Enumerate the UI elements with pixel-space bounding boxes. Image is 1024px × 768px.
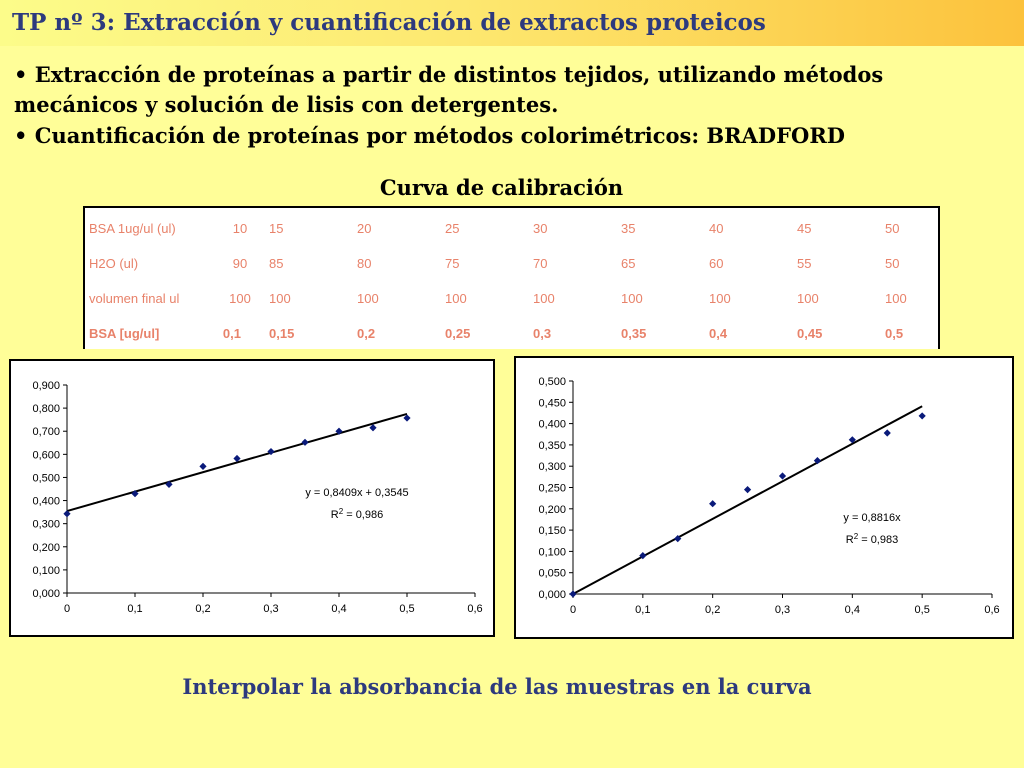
y-tick-label: 0,200 <box>538 503 566 516</box>
y-tick-label: 0,050 <box>538 567 566 580</box>
x-tick-label: 0,3 <box>774 604 791 616</box>
table-row-label: volumen final ul <box>89 291 180 306</box>
x-tick-label: 0,2 <box>195 603 211 615</box>
calibration-table <box>89 211 925 351</box>
table-cell: 0,4 <box>709 326 728 341</box>
table-cell: 25 <box>445 221 460 236</box>
table-cell: 100 <box>269 291 291 306</box>
y-tick-label: 0,250 <box>538 482 566 495</box>
data-point <box>779 472 786 479</box>
table-cell: 45 <box>797 221 812 236</box>
x-tick-label: 0,1 <box>127 603 143 615</box>
corrected-absorbance-chart <box>514 356 1014 639</box>
table-cell: 85 <box>269 256 284 271</box>
table-cell: 70 <box>533 256 548 271</box>
y-tick-label: 0,600 <box>32 449 60 462</box>
y-tick-label: 0,100 <box>538 546 566 559</box>
data-point <box>709 500 716 507</box>
y-tick-label: 0,300 <box>32 518 60 531</box>
table-cell: 60 <box>709 256 724 271</box>
table-cell: 0,15 <box>269 326 295 341</box>
table-cell: 55 <box>797 256 812 271</box>
data-point <box>919 412 926 419</box>
section-title: Curva de calibración <box>379 175 624 200</box>
r-squared-superscript: 2 <box>853 531 859 541</box>
y-tick-label: 0,500 <box>32 472 60 485</box>
x-tick-label: 0,3 <box>263 603 279 615</box>
y-tick-label: 0,300 <box>538 461 566 474</box>
calibration-table-panel <box>83 206 940 349</box>
table-cell: 75 <box>445 256 460 271</box>
y-tick-label: 0,150 <box>538 525 566 538</box>
y-tick-label: 0,000 <box>538 589 566 601</box>
table-cell: 100 <box>621 291 643 306</box>
table-cell: 100 <box>533 291 555 306</box>
y-tick-label: 0,100 <box>32 564 60 577</box>
y-tick-label: 0,400 <box>538 418 566 431</box>
data-point <box>744 486 751 493</box>
r-squared-superscript: 2 <box>338 506 344 516</box>
data-point <box>301 439 308 446</box>
table-cell: 40 <box>709 221 724 236</box>
table-cell: 0,5 <box>885 326 904 341</box>
x-tick-label: 0,1 <box>635 604 651 616</box>
r-squared-prefix: R <box>330 509 339 521</box>
table-cell: 100 <box>445 291 467 306</box>
table-cell: 100 <box>797 291 819 306</box>
x-tick-label: 0,2 <box>705 604 721 616</box>
y-tick-label: 0,000 <box>32 588 60 600</box>
absorbance-chart <box>9 359 495 637</box>
table-row <box>89 246 925 281</box>
y-tick-label: 0,800 <box>32 403 60 416</box>
bullet-extraccion: • Extracción de proteínas a partir de distintos tejidos, utilizando métodos <box>14 62 884 87</box>
table-row <box>89 281 925 316</box>
table-cell: 0,2 <box>357 326 376 341</box>
r-squared-value: = 0,986 <box>343 509 384 521</box>
table-cell: 35 <box>621 221 636 236</box>
title-bar <box>0 0 1024 46</box>
table-cell: 100 <box>709 291 731 306</box>
y-tick-label: 0,450 <box>538 397 566 410</box>
x-tick-label: 0,6 <box>467 603 483 615</box>
table-cell: 100 <box>357 291 379 306</box>
table-cell: 50 <box>885 256 900 271</box>
footer-instruction: Interpolar la absorbancia de las muestras en la curva <box>182 674 812 699</box>
table-cell: 0,3 <box>533 326 552 341</box>
data-point <box>199 463 206 470</box>
slide-title: TP nº 3: Extracción y cuantificación de extractos proteicos <box>12 9 766 36</box>
bullet-extraccion-cont: mecánicos y solución de lisis con detergentes. <box>14 92 559 117</box>
table-cell: 10 <box>232 221 248 236</box>
table-cell: 80 <box>357 256 372 271</box>
table-row-label: BSA [ug/ul] <box>89 326 160 341</box>
table-cell: 90 <box>232 256 248 271</box>
r-squared-label <box>846 532 898 547</box>
table-cell: 0,25 <box>445 326 471 341</box>
absorbance-chart-svg <box>11 361 493 635</box>
trendline-equation: y = 0,8816x <box>843 512 901 524</box>
x-tick-label: 0,5 <box>399 603 415 615</box>
x-tick-label: 0 <box>63 603 71 615</box>
table-cell: 0,35 <box>621 326 647 341</box>
table-cell: 100 <box>229 291 251 306</box>
r-squared-label <box>331 507 383 522</box>
table-cell: 20 <box>357 221 372 236</box>
table-cell: 0,1 <box>222 326 241 341</box>
table-row <box>89 211 925 246</box>
y-tick-label: 0,350 <box>538 439 566 452</box>
x-tick-label: 0,4 <box>844 604 860 616</box>
table-cell: 65 <box>621 256 636 271</box>
y-tick-label: 0,900 <box>32 380 60 392</box>
table-cell: 15 <box>269 221 284 236</box>
table-row <box>89 316 925 351</box>
bullet-cuantificacion: • Cuantificación de proteínas por métodos colorimétricos: BRADFORD <box>14 123 846 148</box>
r-squared-value: = 0,983 <box>858 534 899 546</box>
table-row-label: BSA 1ug/ul (ul) <box>89 221 176 236</box>
data-point <box>569 590 576 597</box>
trendline <box>573 406 922 594</box>
data-point <box>884 429 891 436</box>
table-cell: 100 <box>885 291 907 306</box>
y-tick-label: 0,400 <box>32 495 60 508</box>
y-tick-label: 0,500 <box>538 376 566 388</box>
x-tick-label: 0,5 <box>914 604 930 616</box>
r-squared-prefix: R <box>845 534 854 546</box>
table-cell: 30 <box>533 221 548 236</box>
x-tick-label: 0,4 <box>331 603 347 615</box>
x-tick-label: 0 <box>569 604 577 616</box>
trendline-equation: y = 0,8409x + 0,3545 <box>305 487 409 499</box>
x-tick-label: 0,6 <box>984 604 1000 616</box>
table-cell: 0,45 <box>797 326 823 341</box>
corrected-absorbance-chart-svg <box>516 358 1012 637</box>
table-cell: 50 <box>885 221 900 236</box>
y-tick-label: 0,200 <box>32 541 60 554</box>
y-tick-label: 0,700 <box>32 426 60 439</box>
table-row-label: H2O (ul) <box>89 256 139 271</box>
